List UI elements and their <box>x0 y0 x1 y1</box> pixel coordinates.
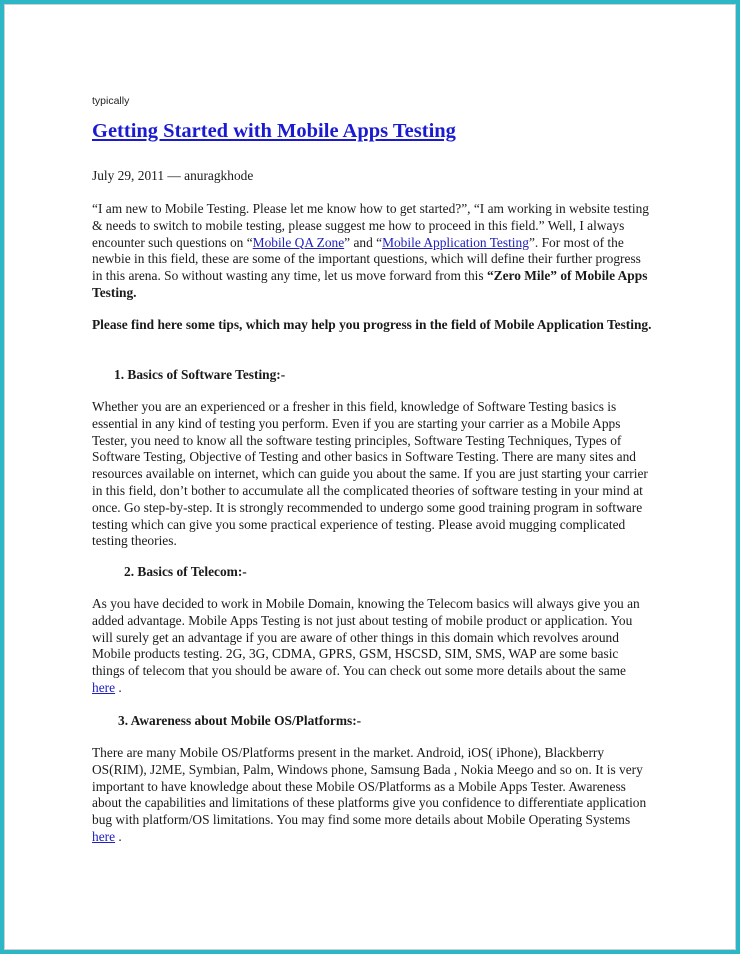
section-3-body <box>92 745 652 846</box>
post-meta: July 29, 2011 — anuragkhode <box>92 168 254 183</box>
intro-paragraph <box>92 201 652 302</box>
section-2-text: As you have decided to work in Mobile Domain, knowing the Telecom basics will always give you an added advantage. Mobile Apps Testing is not just about testing of mobile product or application. You will surely get an advantage if you are aware of other things in this domain which revolves around Mobile products testing. 2G, 3G, CDMA, GPRS, GSM, HSCSD, SIM, SMS, WAP are some basic things of telecom that you should be aware of. You can check out some more details about the same <box>92 596 640 679</box>
section-2-body <box>92 596 652 697</box>
section-2-heading: 2. Basics of Telecom:- <box>124 564 247 579</box>
section-2-here-link[interactable]: here <box>92 679 116 695</box>
section-1-body: Whether you are an experienced or a fresher in this field, knowledge of Software Testing basics is essential in any kind of testing you perform. Even if you are starting your carrier as a Mobile Apps Tester, you need to know all the software testing principles, Software Testing Techniques, Types of Software Testing, Objective of Testing and other basics in Software Testing. There are many sites and resources available on internet, which can guide you about the same. If you are just starting your carrier in this field, don’t bother to accumulate all the complicated theories of software testing in your mind at once. Go step-by-step. It is strongly recommended to undergo some good training program in software testing which can give you some practical experience of testing. Please avoid mugging complicated testing theories. <box>92 399 648 549</box>
page-title[interactable]: Getting Started with Mobile Apps Testing <box>92 120 456 142</box>
section-3-text: There are many Mobile OS/Platforms present in the market. Android, iOS( iPhone), Blackberry OS(RIM), J2ME, Symbian, Palm, Windows phone, Samsung Bada , Nokia Meego and so on. It is very important to have knowledge about these Mobile OS/Platforms as a Mobile Apps Tester. Awareness about the capabilities and limitations of these platforms give you confidence to differentiate application bug with platform/OS limitations. You may find some more details about Mobile Operating Systems <box>92 745 647 828</box>
document-page <box>4 4 736 950</box>
intro-text-3: ”. For most of the newbie in this field, these are some of the important questions, which will define their further progress in this arena. So without wasting any time, let us move forward from this <box>92 234 641 284</box>
intro-text-2: ” and “ <box>344 234 383 250</box>
mobile-application-testing-link[interactable]: Mobile Application Testing <box>382 234 529 250</box>
section-3-here-link[interactable]: here <box>92 828 116 844</box>
section-3-tail: . <box>115 828 122 844</box>
header-note: typically <box>92 95 130 107</box>
section-2-tail: . <box>115 679 122 695</box>
section-1-heading: 1. Basics of Software Testing:- <box>114 367 286 382</box>
section-3-heading: 3. Awareness about Mobile OS/Platforms:- <box>118 713 362 728</box>
tips-paragraph: Please find here some tips, which may help you progress in the field of Mobile Application Testing. <box>92 317 652 332</box>
intro-text-1: “I am new to Mobile Testing. Please let me know how to get started?”, “I am working in website testing & needs to switch to mobile testing, please suggest me how to proceed in this field.” Well, I always encounter such questions on “ <box>92 201 649 250</box>
intro-bold: “Zero Mile” of Mobile Apps Testing. <box>92 268 648 300</box>
mobile-qa-zone-link[interactable]: Mobile QA Zone <box>252 234 345 250</box>
